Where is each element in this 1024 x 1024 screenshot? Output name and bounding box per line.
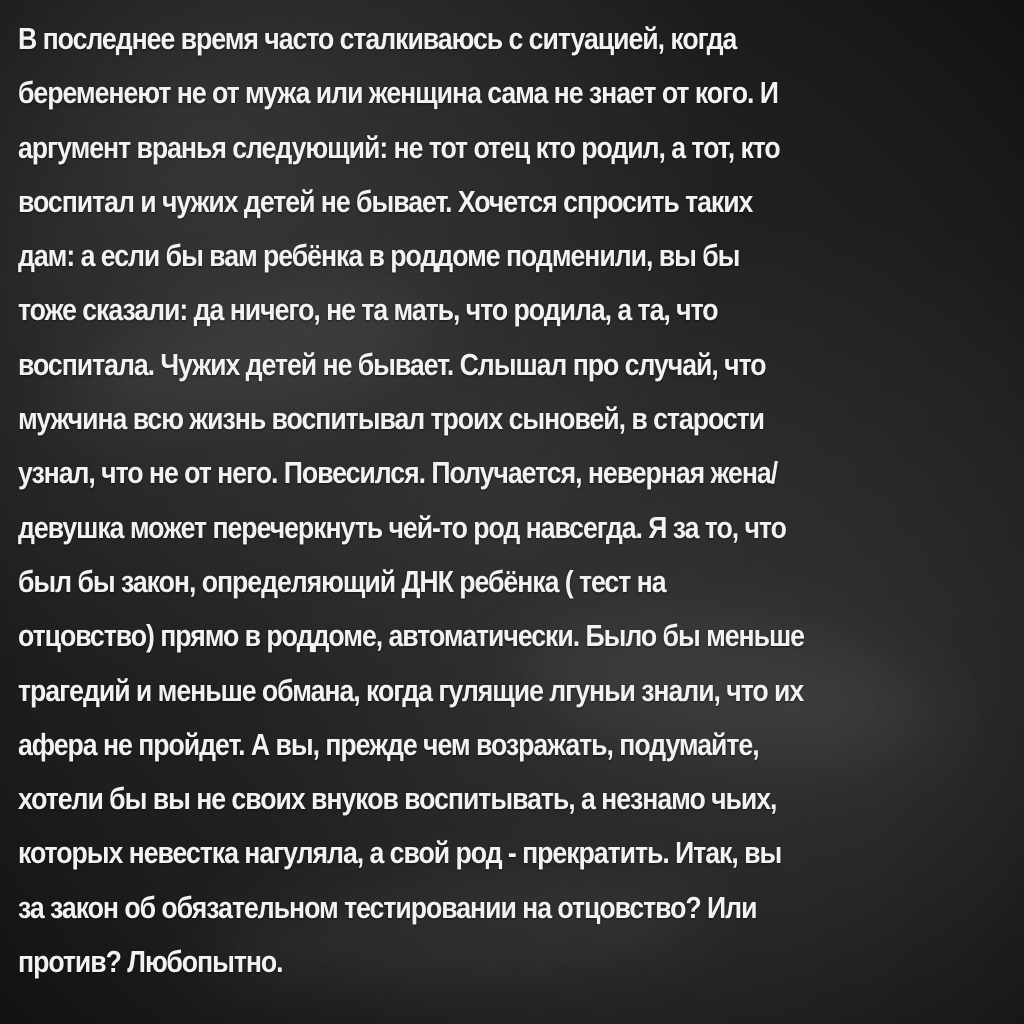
text-line: за закон об обязательном тестировании на отцовство? Или	[18, 889, 757, 925]
text-line: был бы закон, определяющий ДНК ребёнка ( тест на	[18, 563, 666, 599]
text-line: воспитала. Чужих детей не бывает. Слышал про случай, что	[18, 346, 766, 382]
text-line: узнал, что не от него. Повесился. Получается, неверная жена/	[18, 455, 778, 491]
text-line: отцовство) прямо в роддоме, автоматически. Было бы меньше	[18, 618, 804, 654]
text-line: трагедий и меньше обмана, когда гулящие лгуньи знали, что их	[18, 672, 804, 708]
text-line: В последнее время часто сталкиваюсь с ситуацией, когда	[18, 21, 737, 56]
text-line: хотели бы вы не своих внуков воспитывать, а незнамо чьих,	[18, 781, 777, 817]
text-line: мужчина всю жизнь воспитывал троих сыновей, в старости	[18, 401, 765, 437]
text-line: дам: а если бы вам ребёнка в роддоме подменили, вы бы	[18, 238, 740, 274]
post-text	[18, 12, 1007, 989]
text-line: беременеют не от мужа или женщина сама не знает от кого. И	[18, 75, 778, 111]
text-line: аргумент вранья следующий: не тот отец кто родил, а тот, кто	[18, 129, 780, 165]
text-line: тоже сказали: да ничего, не та мать, что родила, а та, что	[18, 292, 718, 328]
text-line: афера не пройдет. А вы, прежде чем возражать, подумайте,	[18, 726, 759, 762]
text-line: против? Любопытно.	[18, 944, 283, 980]
text-line: которых невестка нагуляла, а свой род - прекратить. Итак, вы	[18, 835, 782, 871]
text-line: воспитал и чужих детей не бывает. Хочется спросить таких	[18, 183, 753, 219]
text-line: девушка может перечеркнуть чей-то род навсегда. Я за то, что	[18, 509, 786, 545]
